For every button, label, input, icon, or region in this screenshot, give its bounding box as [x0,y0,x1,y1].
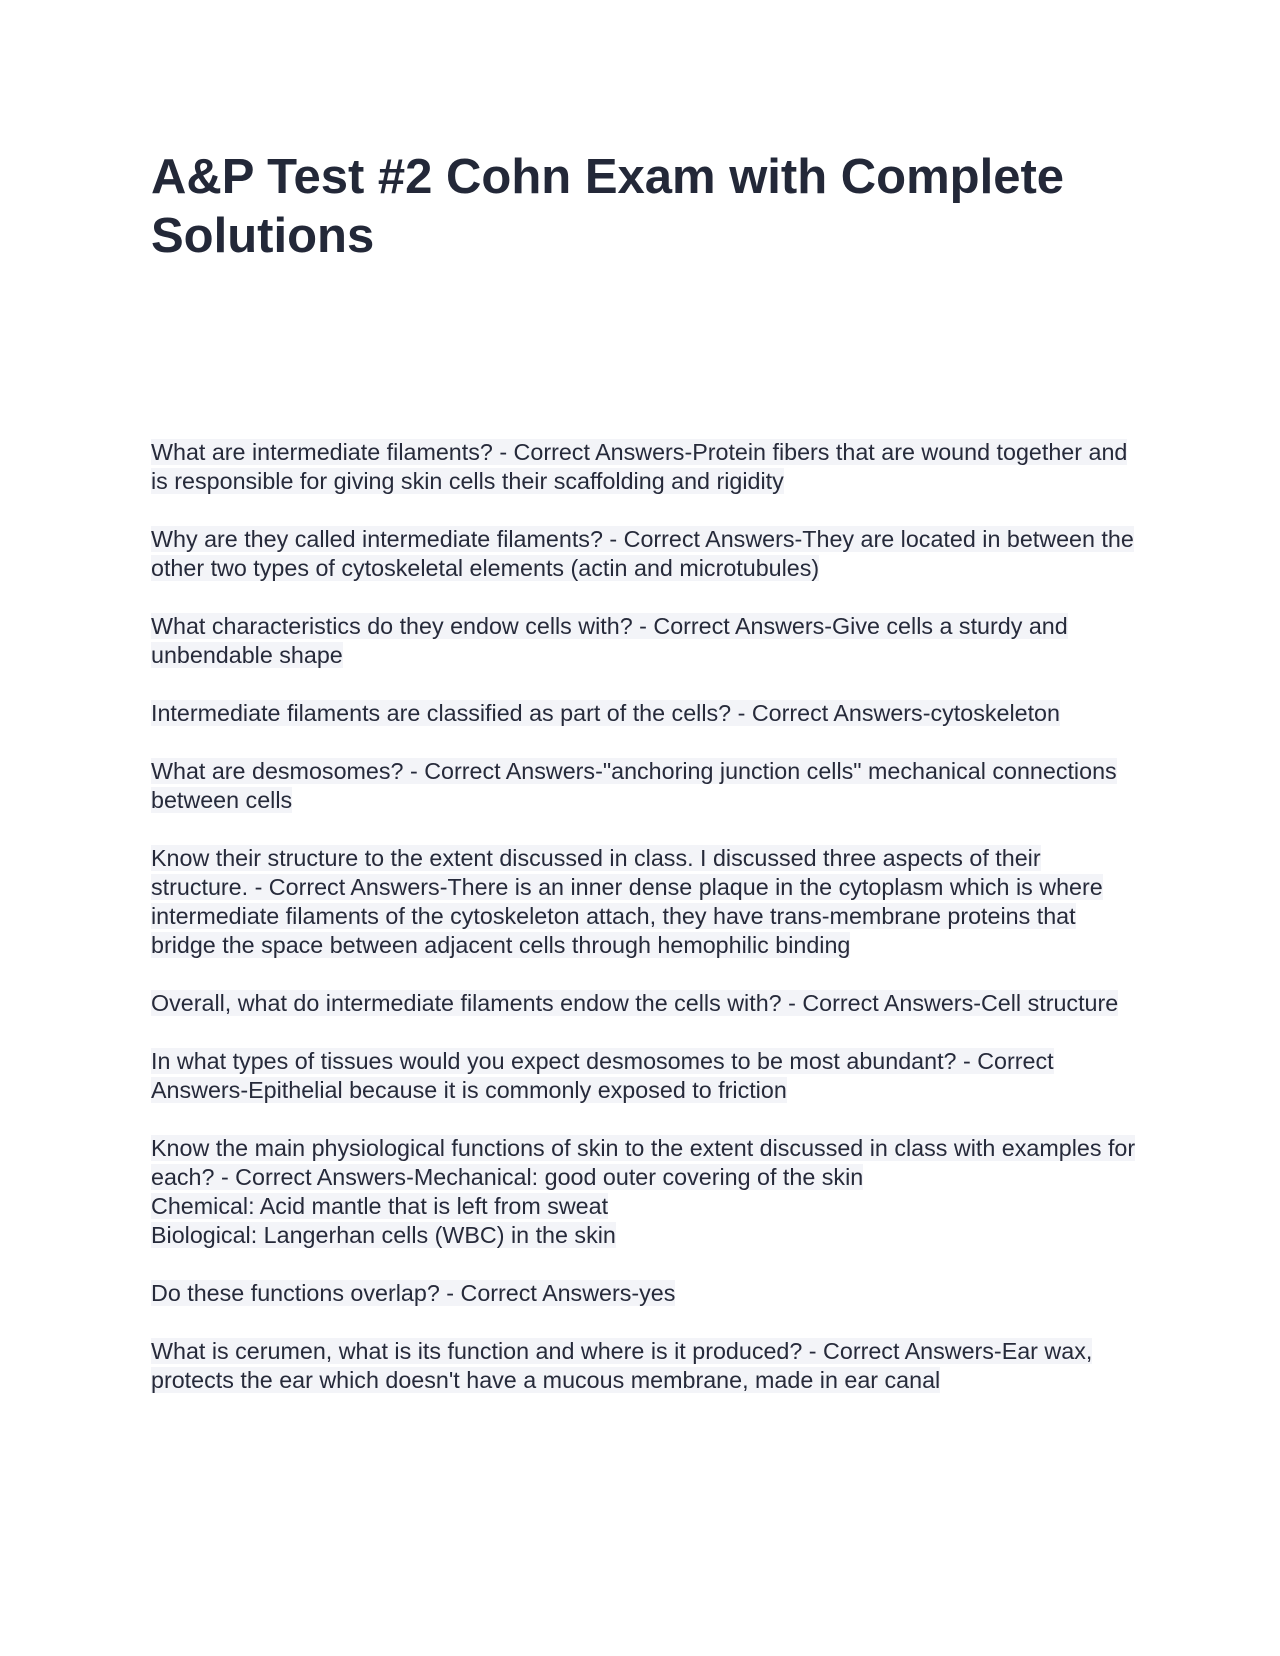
qa-text: Do these functions overlap? - Correct Answers-yes [151,1280,676,1306]
qa-item [151,844,1136,960]
qa-text: In what types of tissues would you expect desmosomes to be most abundant? - Correct Answers-Epithelial because it is commonly exposed to friction [151,1048,1054,1103]
qa-item [151,1134,1136,1250]
qa-text: Know their structure to the extent discussed in class. I discussed three aspects of their structure. - Correct Answers-There is an inner dense plaque in the cytoplasm which is where intermediate filaments of the cytoskeleton attach, they have trans-membrane proteins that bridge the space between adjacent cells through hemophilic binding [151,845,1103,958]
qa-item [151,612,1136,670]
qa-text-line: Biological: Langerhan cells (WBC) in the skin [151,1222,616,1248]
qa-item [151,438,1136,496]
qa-item [151,989,1136,1018]
qa-item [151,1279,1136,1308]
qa-text: What is cerumen, what is its function and where is it produced? - Correct Answers-Ear wax, protects the ear which doesn't have a mucous membrane, made in ear canal [151,1338,1093,1393]
document-title: A&P Test #2 Cohn Exam with Complete Solutions [151,150,1065,263]
qa-text-line: Chemical: Acid mantle that is left from sweat [151,1193,609,1219]
qa-text: What are desmosomes? - Correct Answers-"anchoring junction cells" mechanical connections between cells [151,758,1117,813]
qa-text: What are intermediate filaments? - Correct Answers-Protein fibers that are wound together and is responsible for giving skin cells their scaffolding and rigidity [151,439,1128,494]
qa-text: Know the main physiological functions of skin to the extent discussed in class with examples for each? - Correct Answers-Mechanical: good outer covering of the skin [151,1135,1136,1190]
qa-item [151,699,1136,728]
qa-item [151,1047,1136,1105]
qa-text: Overall, what do intermediate filaments endow the cells with? - Correct Answers-Cell structure [151,990,1119,1016]
qa-text: What characteristics do they endow cells with? - Correct Answers-Give cells a sturdy and unbendable shape [151,613,1068,668]
qa-text: Why are they called intermediate filaments? - Correct Answers-They are located in between the other two types of cytoskeletal elements (actin and microtubules) [151,526,1134,581]
qa-item [151,525,1136,583]
qa-item [151,1337,1136,1395]
qa-list [151,438,1136,1424]
qa-text: Intermediate filaments are classified as part of the cells? - Correct Answers-cytoskeleton [151,700,1060,726]
qa-item [151,757,1136,815]
